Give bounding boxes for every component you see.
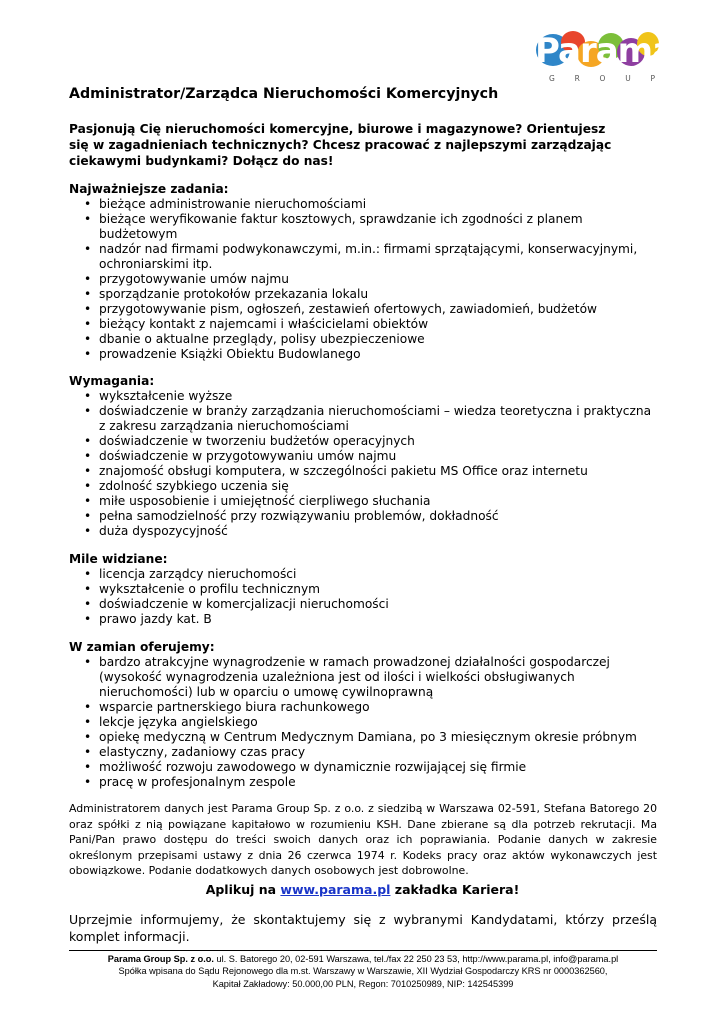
list-item: • doświadczenie w przygotowywaniu umów najmu [84, 449, 657, 464]
logo-wordmark: Parama [535, 31, 675, 71]
list-item: • bardzo atrakcyjne wynagrodzenie w ramach prowadzonej działalności gospodarczej (wysokość wynagrodzenia uzależniona jest od ilości i wielkości obsługiwanych nieruchomości) lub w oparciu o umowę cywilnoprawną [84, 655, 657, 700]
footer-address: ul. S. Batorego 20, 02-591 Warszawa, tel./fax 22 250 23 53, http://www.parama.pl, info@parama.pl [213, 954, 619, 964]
list-item: • nadzór nad firmami podwykonawczymi, m.in.: firmami sprzątającymi, konserwacyjnymi, ochroniarskimi itp. [84, 242, 657, 272]
section-heading: W zamian oferujemy: [69, 640, 215, 654]
bullet-list [69, 567, 657, 627]
section-heading: Wymagania: [69, 374, 155, 388]
logo-letter: R [574, 74, 580, 83]
careers-link[interactable]: www.parama.pl [280, 882, 391, 897]
footer-line-3: Kapitał Zakładowy: 50.000,00 PLN, Regon: 7010250989, NIP: 142545399 [212, 978, 514, 989]
list-item: • przygotowywanie pism, ogłoszeń, zestawień ofertowych, zawiadomień, budżetów [84, 302, 657, 317]
list-item: • doświadczenie w branży zarządzania nieruchomościami – wiedza teoretyczna i praktyczna z zakresu zarządzania nieruchomościami [84, 404, 657, 434]
list-item: • wykształcenie wyższe [84, 389, 657, 404]
gdpr-notice: Administratorem danych jest Parama Group Sp. z o.o. z siedzibą w Warszawa 02-591, Stefana Batorego 20 oraz spółki z nią powiązane kapitałowo w rozumieniu KSH. Dane zbierane są dla potrzeb rekrutacji. Ma Pani/Pan prawo dostępu do treści swoich danych oraz ich poprawiania. Podanie danych w zakresie określonym przepisami ustawy z dnia 26 czerwca 1974 r. Kodeks pracy oraz aktów wykonawczych jest obowiązkowe. Podanie dodatkowych danych osobowych jest dobrowolne. [69, 802, 657, 877]
list-item: • lekcje języka angielskiego [84, 715, 657, 730]
list-item: • prowadzenie Książki Obiektu Budowlanego [84, 347, 657, 362]
apply-line [0, 882, 725, 897]
job-title: Administrator/Zarządca Nieruchomości Komercyjnych [69, 86, 499, 102]
list-item: • możliwość rozwoju zawodowego w dynamicznie rozwijającej się firmie [84, 760, 657, 775]
list-item: • zdolność szybkiego uczenia się [84, 479, 657, 494]
list-item: • doświadczenie w komercjalizacji nieruchomości [84, 597, 657, 612]
list-item: • dbanie o aktualne przeglądy, polisy ubezpieczeniowe [84, 332, 657, 347]
list-item: • doświadczenie w tworzeniu budżetów operacyjnych [84, 434, 657, 449]
list-item: • sporządzanie protokołów przekazania lokalu [84, 287, 657, 302]
logo-letter: P [650, 74, 655, 83]
list-item: • opiekę medyczną w Centrum Medycznym Damiana, po 3 miesięcznym okresie próbnym [84, 730, 657, 745]
list-item: • elastyczny, zadaniowy czas pracy [84, 745, 657, 760]
list-item: • bieżące administrowanie nieruchomościami [84, 197, 657, 212]
list-item: • wykształcenie o profilu technicznym [84, 582, 657, 597]
list-item: • miłe usposobienie i umiejętność cierpliwego słuchania [84, 494, 657, 509]
list-item: • bieżący kontakt z najemcami i właścicielami obiektów [84, 317, 657, 332]
section-tasks [69, 182, 657, 362]
section-heading: Najważniejsze zadania: [69, 182, 229, 196]
list-item: • licencja zarządcy nieruchomości [84, 567, 657, 582]
section-heading: Mile widziane: [69, 552, 168, 566]
footer-line-2: Spółka wpisana do Sądu Rejonowego dla m.st. Warszawy w Warszawie, XII Wydział Gospodarczy KRS nr 0000362560, [118, 966, 608, 977]
footer [69, 953, 657, 990]
logo-letter: U [625, 74, 631, 83]
list-item: • przygotowywanie umów najmu [84, 272, 657, 287]
bullet-list [69, 655, 657, 790]
list-item: • pełna samodzielność przy rozwiązywaniu problemów, dokładność [84, 509, 657, 524]
apply-suffix: zakładka Kariera! [390, 882, 520, 897]
logo-letter: G [549, 74, 555, 83]
bullet-list [69, 197, 657, 362]
bullet-list [69, 389, 657, 539]
list-item: • znajomość obsługi komputera, w szczególności pakietu MS Office oraz internetu [84, 464, 657, 479]
contact-notice: Uprzejmie informujemy, że skontaktujemy się z wybranymi Kandydatami, którzy prześlą komplet informacji. [69, 912, 657, 944]
apply-prefix: Aplikuj na [205, 882, 281, 897]
logo-group-label [549, 74, 655, 83]
footer-divider [69, 950, 657, 951]
footer-company: Parama Group Sp. z o.o. [107, 954, 214, 964]
section-offer [69, 640, 657, 790]
list-item: • pracę w profesjonalnym zespole [84, 775, 657, 790]
section-requirements [69, 374, 657, 539]
footer-line-1 [69, 953, 657, 965]
list-item: • prawo jazdy kat. B [84, 612, 657, 627]
list-item: • duża dyspozycyjność [84, 524, 657, 539]
intro-text: Pasjonują Cię nieruchomości komercyjne, biurowe i magazynowe? Orientujesz się w zagadnieniach technicznych? Chcesz pracować z najlepszymi zarządzając ciekawymi budynkami? Dołącz do nas! [69, 122, 612, 168]
list-item: • bieżące weryfikowanie faktur kosztowych, sprawdzanie ich zgodności z planem budżetowym [84, 212, 657, 242]
logo-letter: O [599, 74, 606, 83]
section-nice-to-have [69, 552, 657, 627]
list-item: • wsparcie partnerskiego biura rachunkowego [84, 700, 657, 715]
company-logo [535, 28, 675, 88]
